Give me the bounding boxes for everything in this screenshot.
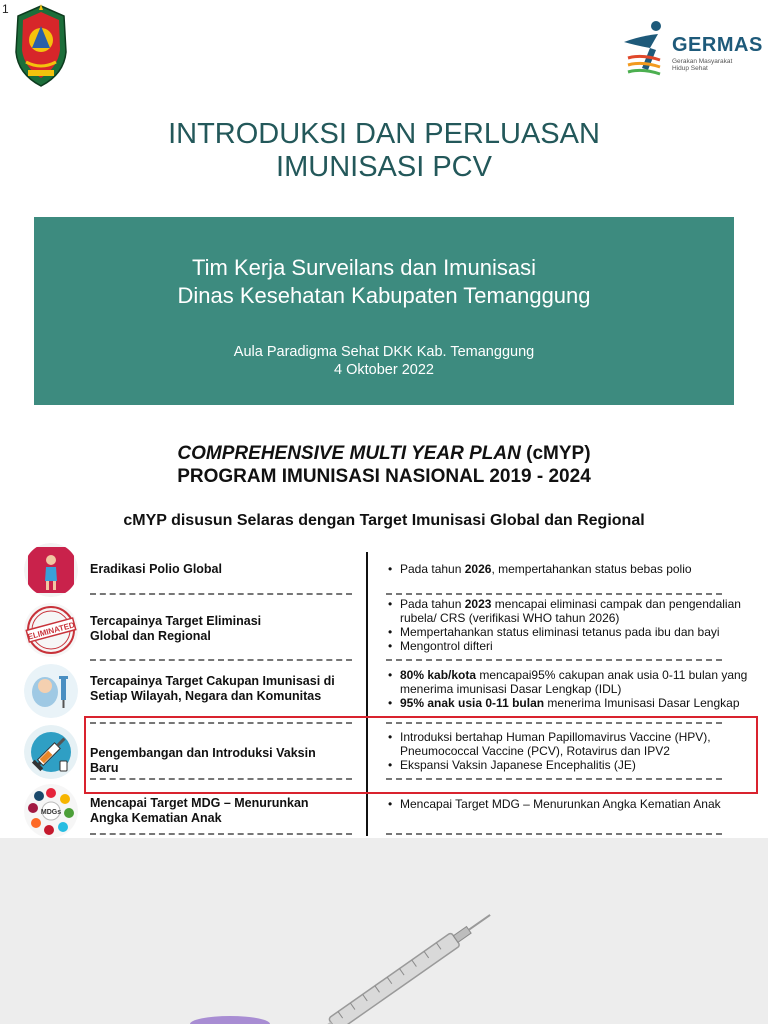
venue-info <box>34 343 734 379</box>
list-item: • 80% kab/kota mencapai95% cakupan anak usia 0-11 bulan yang menerima imunisasi Dasar Lengkap (IDL) <box>386 668 758 696</box>
svg-text:MDGs: MDGs <box>40 809 62 816</box>
polio-child-icon <box>24 543 78 597</box>
cmyp-title-italic: COMPREHENSIVE MULTI YEAR PLAN <box>177 443 521 464</box>
row-divider <box>386 593 722 595</box>
event-date: 4 Oktober 2022 <box>334 362 434 378</box>
team-name <box>34 254 734 310</box>
title-line-1: INTRODUKSI DAN PERLUASAN <box>168 118 600 150</box>
cmyp-subtitle: cMYP disusun Selaras dengan Target Imunisasi Global dan Regional <box>123 512 645 529</box>
cmyp-title-suffix: (cMYP) <box>520 443 591 464</box>
row-1-targets <box>386 562 758 576</box>
row-divider <box>90 778 352 780</box>
page-number: 1 <box>2 2 9 16</box>
row-1-goal: Eradikasi Polio Global <box>90 562 222 576</box>
germas-wordmark: GERMAS <box>672 34 763 56</box>
row-divider <box>386 659 722 661</box>
cmyp-title-line-2: PROGRAM IMUNISASI NASIONAL 2019 - 2024 <box>177 466 591 487</box>
row-5-targets <box>386 797 758 811</box>
team-line-1: Tim Kerja Surveilans dan Imunisasi <box>192 255 536 280</box>
bottom-decorative-band <box>0 838 768 1024</box>
row-5-goal: Mencapai Target MDG – Menurunkan Angka Kematian Anak <box>90 796 309 825</box>
germas-logo <box>620 18 763 82</box>
row-2-targets <box>386 597 758 653</box>
germas-tagline: Gerakan Masyarakat Hidup Sehat <box>672 58 733 72</box>
row-4-goal: Pengembangan dan Introduksi Vaksin Baru <box>90 746 316 775</box>
cmyp-heading <box>0 442 768 488</box>
page-title <box>0 118 768 184</box>
row-divider <box>90 833 352 835</box>
baby-vaccine-icon <box>24 664 78 718</box>
row-3-targets <box>386 668 758 710</box>
list-item: • Introduksi bertahap Human Papillomavirus Vaccine (HPV), Pneumococcal Vaccine (PCV), Rotavirus dan IPV2 <box>386 730 758 758</box>
team-line-2: Dinas Kesehatan Kabupaten Temanggung <box>177 283 591 308</box>
presenter-banner <box>34 217 734 405</box>
eliminated-stamp-icon <box>24 603 78 657</box>
list-item: • Pada tahun 2026, mempertahankan status bebas polio <box>386 562 758 576</box>
list-item: • Mengontrol difteri <box>386 639 758 653</box>
list-item: • Pada tahun 2023 mencapai eliminasi campak dan pengendalian rubela/ CRS (verifikasi WHO tahun 2026) <box>386 597 758 625</box>
row-3-goal: Tercapainya Target Cakupan Imunisasi di Setiap Wilayah, Negara dan Komunitas <box>90 674 335 703</box>
row-divider <box>90 659 352 661</box>
syringe-vaccine-icon <box>24 725 78 779</box>
list-item: • Mencapai Target MDG – Menurunkan Angka Kematian Anak <box>386 797 726 811</box>
list-item: • Ekspansi Vaksin Japanese Encephalitis (JE) <box>386 758 758 772</box>
list-item: • 95% anak usia 0-11 bulan menerima Imunisasi Dasar Lengkap <box>386 696 758 710</box>
svg-text:ELIMINATED: ELIMINATED <box>26 620 76 642</box>
list-item: • Mempertahankan status eliminasi tetanus pada ibu dan bayi <box>386 625 758 639</box>
row-2-goal: Tercapainya Target Eliminasi Global dan Regional <box>90 614 262 643</box>
venue-name: Aula Paradigma Sehat DKK Kab. Temanggung <box>233 344 535 360</box>
row-divider <box>386 833 722 835</box>
syringe-illustration <box>0 838 768 1024</box>
mdgs-icon <box>24 784 78 838</box>
regency-seal-logo <box>12 4 70 88</box>
row-divider <box>386 778 722 780</box>
row-4-targets <box>386 730 758 772</box>
germas-figure-icon <box>620 18 670 82</box>
row-divider <box>90 593 352 595</box>
title-line-2: IMUNISASI PCV <box>276 151 492 183</box>
